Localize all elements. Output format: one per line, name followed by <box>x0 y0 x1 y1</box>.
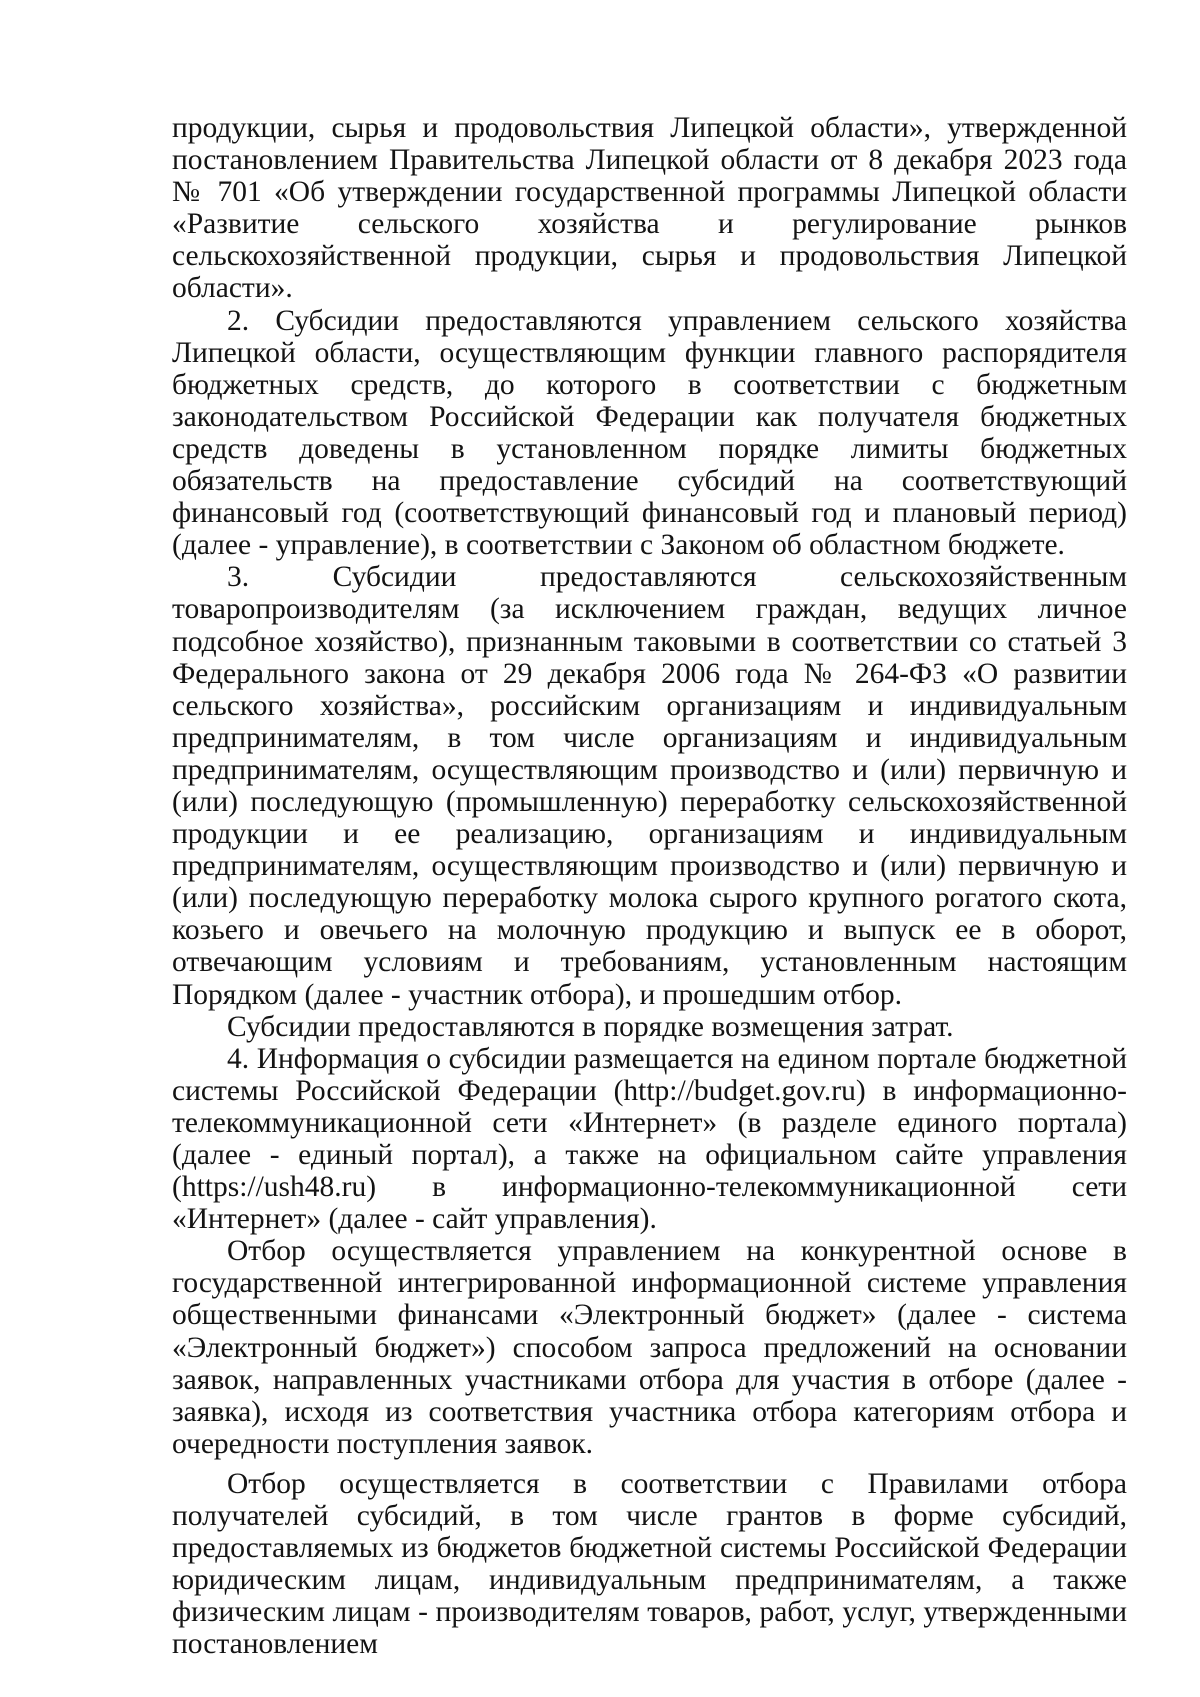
paragraph-item-2: 2. Субсидии предоставляются управлением сельского хозяйства Липецкой области, осуществляющим функции главного распорядителя бюджетных средств, до которого в соответствии с бюджетным законодательством Российской Федерации как получателя бюджетных средств доведены в установленном порядке лимиты бюджетных обязательств на предоставление субсидий на соответствующий финансовый год (соответствующий финансовый год и плановый период) (далее - управление), в соответствии с Законом об областном бюджете. <box>172 304 1127 562</box>
document-body <box>172 112 1127 1661</box>
paragraph-selection-rules: Отбор осуществляется в соответствии с Правилами отбора получателей субсидий, в том числе грантов в форме субсидий, предоставляемых из бюджетов бюджетной системы Российской Федерации юридическим лицам, индивидуальным предпринимателям, а также физическим лицам - производителям товаров, работ, услуг, утвержденными постановлением <box>172 1467 1127 1661</box>
paragraph-continuation: продукции, сырья и продовольствия Липецкой области», утвержденной постановлением Правительства Липецкой области от 8 декабря 2023 года № 701 «Об утверждении государственной программы Липецкой области «Развитие сельского хозяйства и регулирование рынков сельскохозяйственной продукции, сырья и продовольствия Липецкой области». <box>172 112 1127 305</box>
paragraph-reimbursement: Субсидии предоставляются в порядке возмещения затрат. <box>227 1010 954 1043</box>
paragraph-item-3: 3. Субсидии предоставляются сельскохозяйственным товаропроизводителям (за исключением граждан, ведущих личное подсобное хозяйство), признанным таковыми в соответствии со статьей 3 Федерального закона от 29 декабря 2006 года № 264-ФЗ «О развитии сельского хозяйства», российским организациям и индивидуальным предпринимателям, в том числе организациям и индивидуальным предпринимателям, осуществляющим производство и (или) первичную и (или) последующую (промышленную) переработку сельскохозяйственной продукции и ее реализацию, организациям и индивидуальным предпринимателям, осуществляющим производство и (или) первичную и (или) последующую переработку молока сырого крупного рогатого скота, козьего и овечьего на молочную продукцию и выпуск ее в оборот, отвечающим условиям и требованиям, установленным настоящим Порядком (далее - участник отбора), и прошедшим отбор. <box>172 561 1127 1011</box>
paragraph-selection-system: Отбор осуществляется управлением на конкурентной основе в государственной интегрированной информационной системе управления общественными финансами «Электронный бюджет» (далее - система «Электронный бюджет») способом запроса предложений на основании заявок, направленных участниками отбора для участия в отборе (далее - заявка), исходя из соответствия участника отбора категориям отбора и очередности поступления заявок. <box>172 1235 1127 1460</box>
paragraph-item-4: 4. Информация о субсидии размещается на едином портале бюджетной системы Российской Федерации (http://budget.gov.ru) в информационно-телекоммуникационной сети «Интернет» (в разделе единого портала) (далее - единый портал), а также на официальном сайте управления (https://ush48.ru) в информационно-телекоммуникационной сети «Интернет» (далее - сайт управления). <box>172 1042 1127 1236</box>
